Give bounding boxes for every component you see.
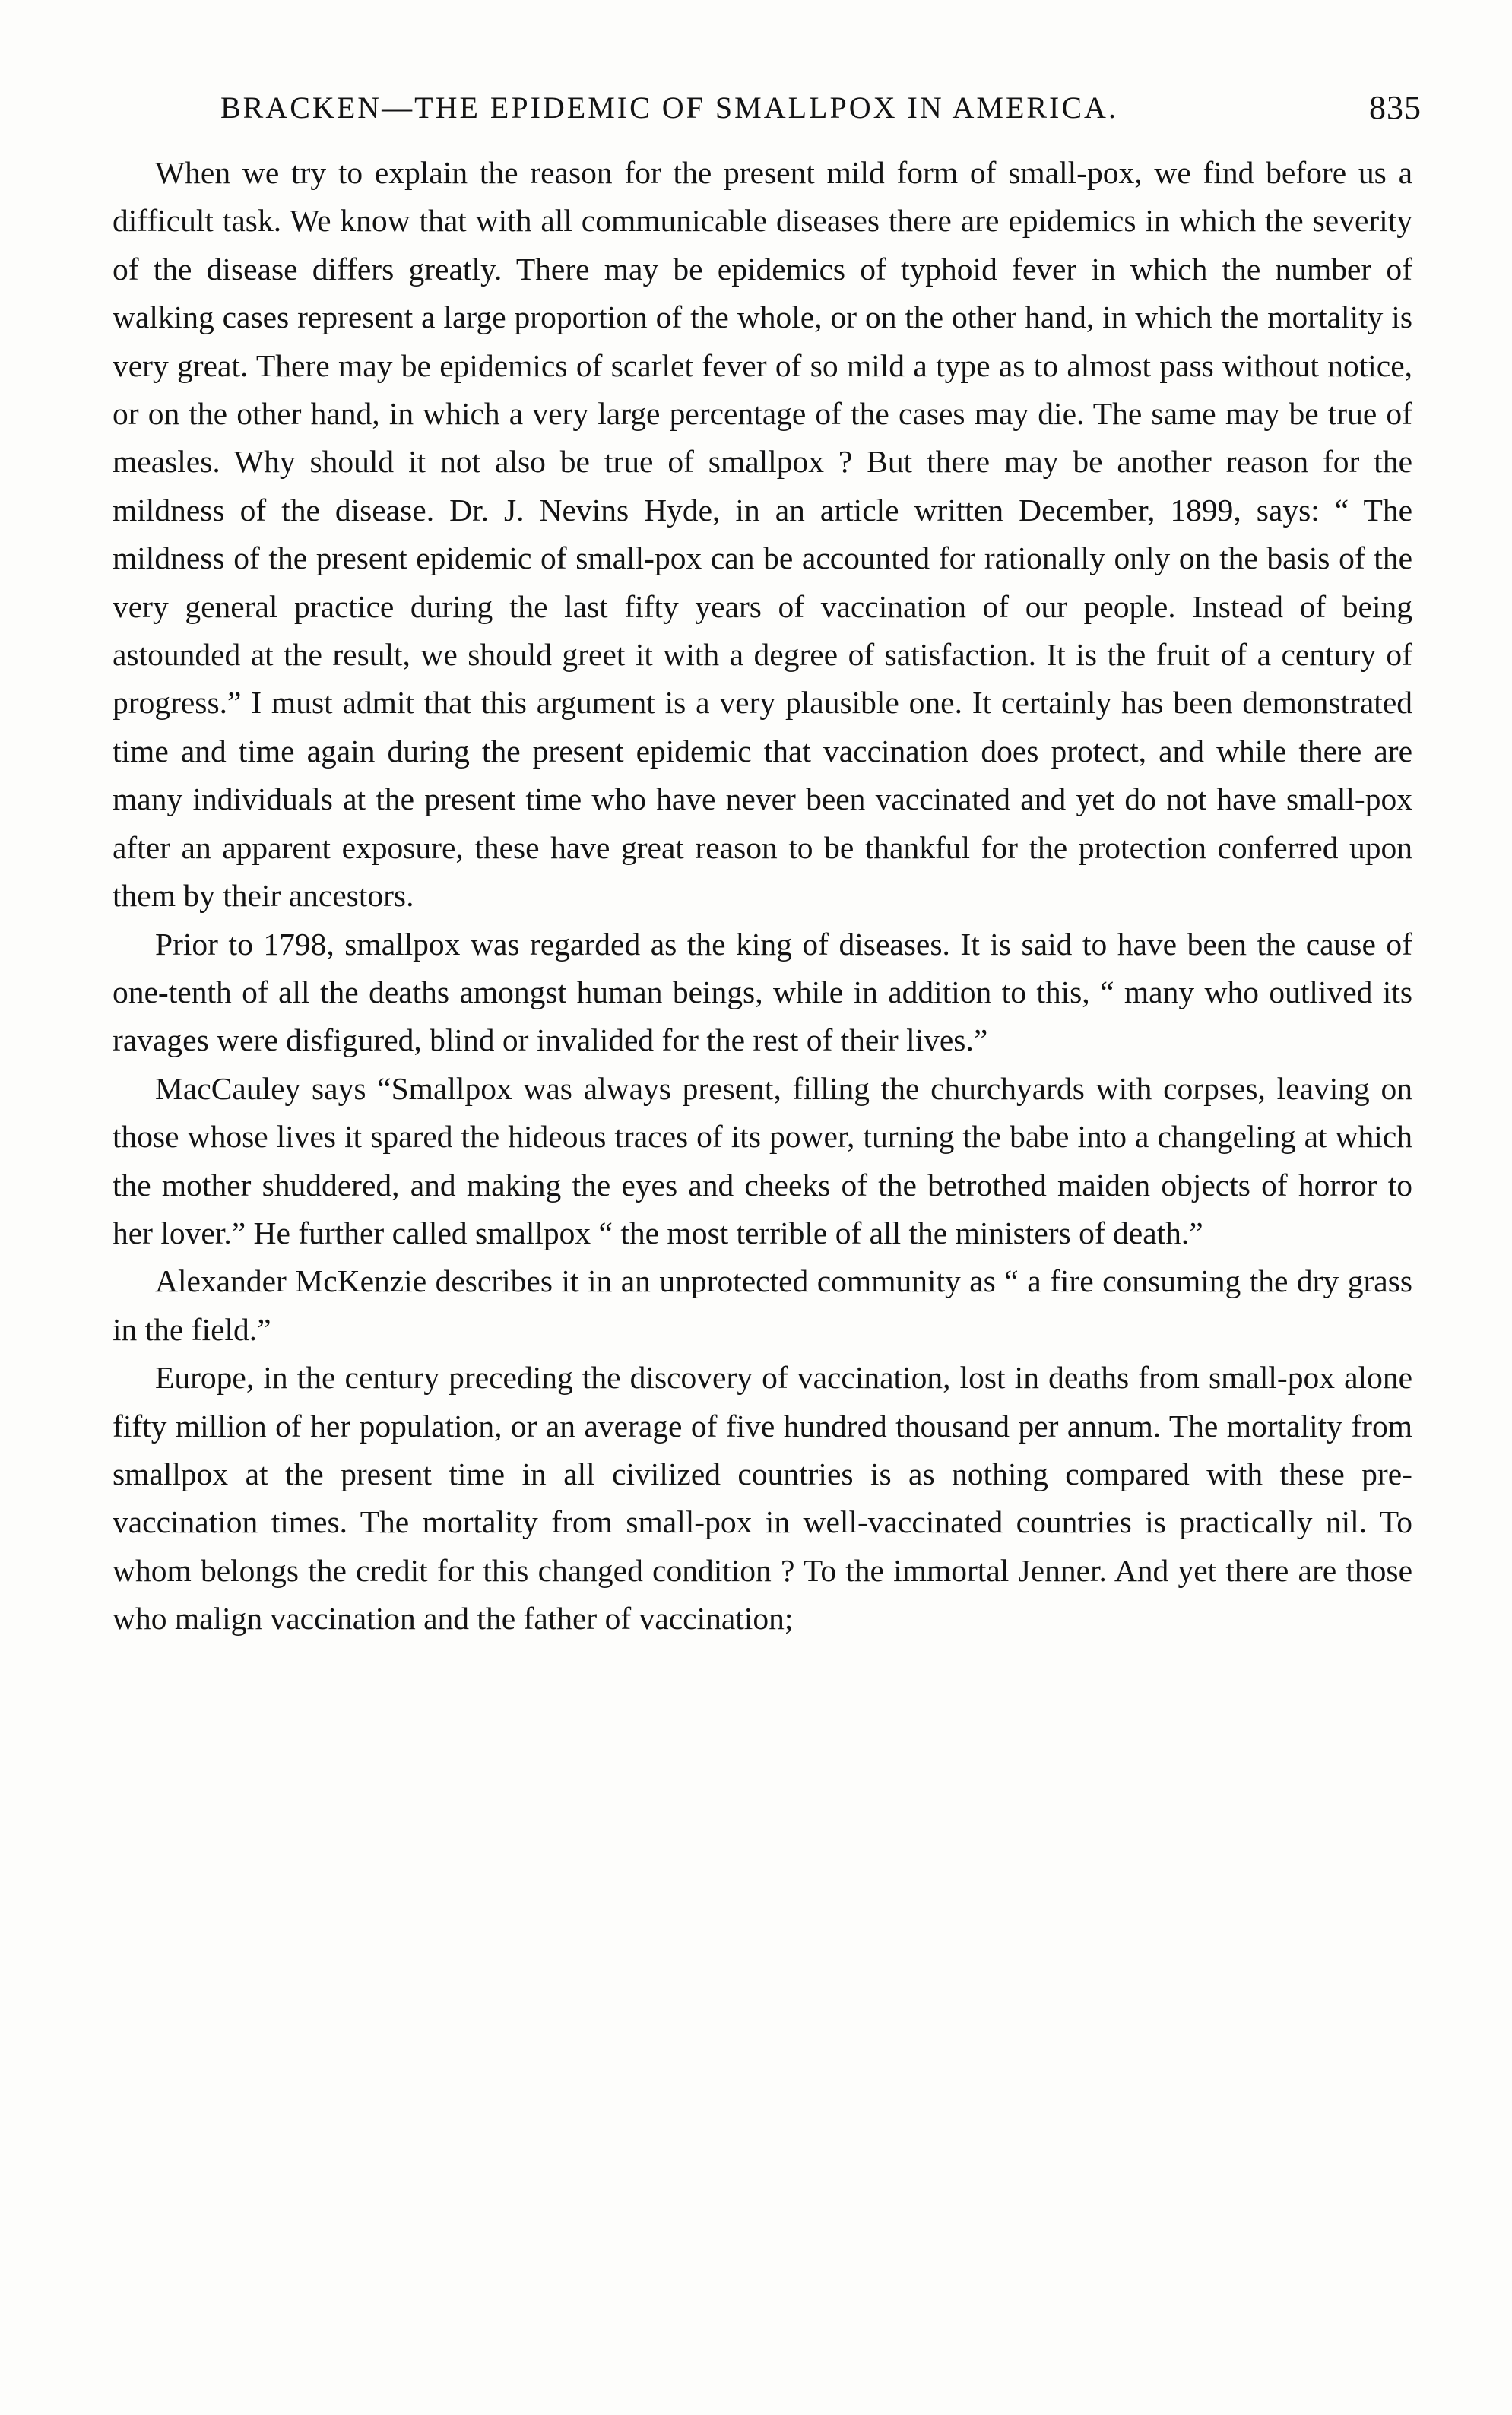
paragraph-europe-mortality: Europe, in the century preceding the discovery of vaccination, lost in deaths from small-pox alone fifty million of her population, or an average of five hundred thousand per annum. The mortality from smallpox at the present time in all civilized countries is as nothing compared with these pre-vaccination times. The mortality from small-pox in well-vaccinated countries is practically nil. To whom belongs the credit for this changed condition ? To the immortal Jenner. And yet there are those who malign vaccination and the father of vaccination; [113, 1360, 1412, 1637]
paragraph-mckenzie-quote: Alexander McKenzie describes it in an unprotected community as “ a fire consuming the dry grass in the field.” [113, 1263, 1412, 1347]
page-number: 835 [1369, 89, 1422, 126]
running-head [220, 85, 1422, 131]
running-title: BRACKEN—THE EPIDEMIC OF SMALLPOX IN AMERICA. [220, 90, 1118, 125]
paragraph-maccauley-quote: MacCauley says “Smallpox was always present, filling the churchyards with corpses, leaving on those whose lives it spared the hideous traces of its power, turning the babe into a changeling at which the mother shuddered, and making the eyes and cheeks of the betrothed maiden objects of horror to her lover.” He further called smallpox “ the most terrible of all the ministers of death.” [113, 1070, 1412, 1250]
paragraph-mild-form: When we try to explain the reason for the present mild form of small-pox, we find before us a difficult task. We know that with all communicable diseases there are epidemics in which the severity of the disease differs greatly. There may be epidemics of typhoid fever in which the number of walking cases represent a large proportion of the whole, or on the other hand, in which the mortality is very great. There may be epidemics of scarlet fever of so mild a type as to almost pass without notice, or on the other hand, in which a very large percentage of the cases may die. The same may be true of measles. Why should it not also be true of smallpox ? But there may be another reason for the mildness of the disease. Dr. J. Nevins Hyde, in an article written December, 1899, says: “ The mildness of the present epidemic of small-pox can be accounted for rationally only on the basis of the very general practice during the last fifty years of vaccination of our people. Instead of being astounded at the result, we should greet it with a degree of satisfaction. It is the fruit of a century of progress.” I must admit that this argument is a very plausible one. It certainly has been demonstrated time and time again during the present epidemic that vaccination does protect, and while there are many individuals at the present time who have never been vaccinated and yet do not have small-pox after an apparent exposure, these have great reason to be thankful for the protection conferred upon them by their ancestors. [113, 155, 1412, 914]
article-body [113, 149, 1412, 1643]
paragraph-prior-to-1798: Prior to 1798, smallpox was regarded as the king of diseases. It is said to have been the cause of one-tenth of all the deaths amongst human beings, while in addition to this, “ many who outlived its ravages were disfigured, blind or invalided for the rest of their lives.” [113, 926, 1412, 1058]
